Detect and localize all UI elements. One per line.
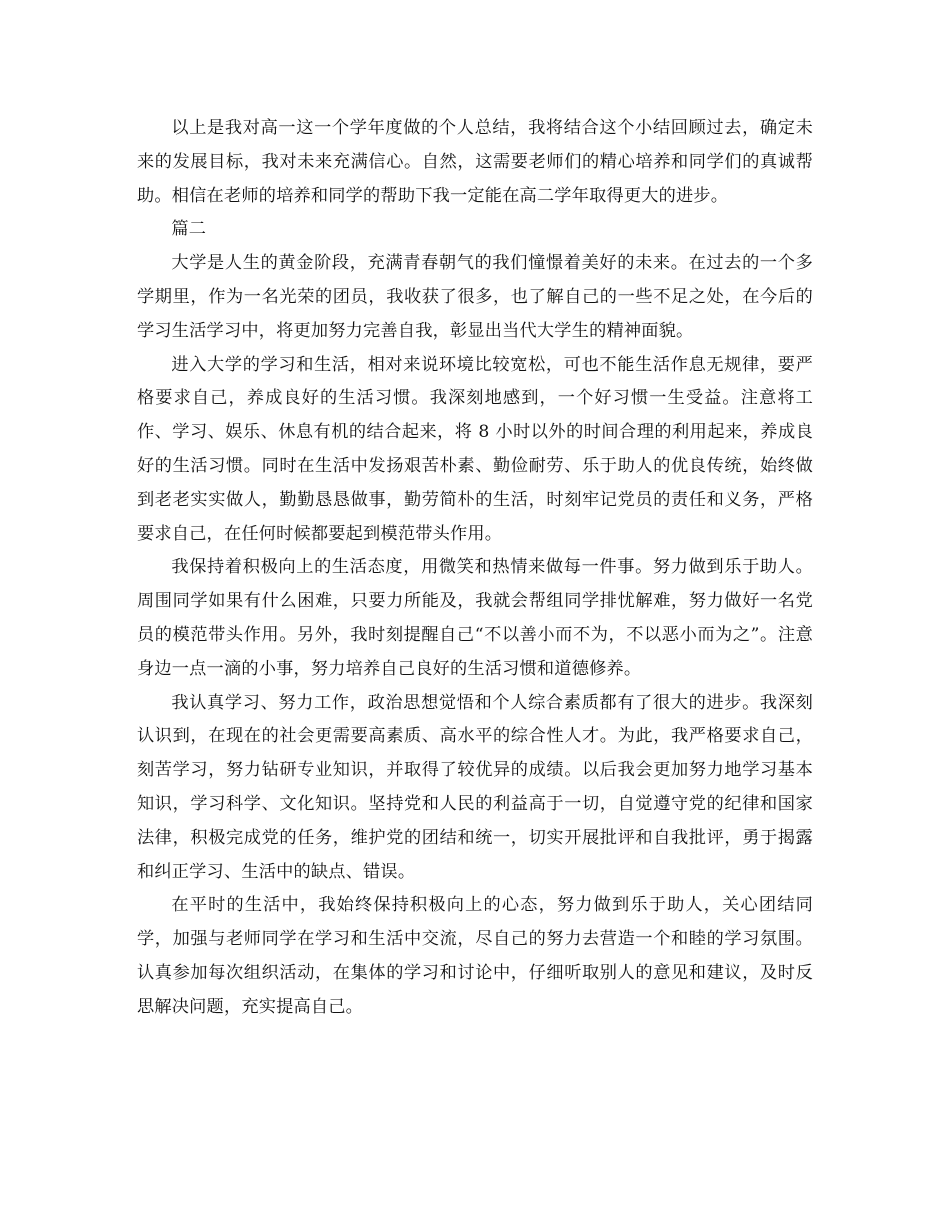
paragraph-summary-closing: 以上是我对高一这一个学年度做的个人总结，我将结合这个小结回顾过去，确定未来的发展目标，我对未来充满信心。自然，这需要老师们的精心培养和同学们的真诚帮助。相信在老师的培养和同学的帮助下我一定能在高二学年取得更大的进步。 — [137, 118, 813, 206]
paragraph-university-intro: 大学是人生的黄金阶段，充满青春朝气的我们憧憬着美好的未来。在过去的一个多学期里，作为一名光荣的团员，我收获了很多，也了解自己的一些不足之处，在今后的学习生活学习中，将更加努力完善自我，彰显出当代大学生的精神面貌。 — [137, 253, 813, 341]
document-page — [137, 112, 813, 1025]
paragraph-living-habits: 进入大学的学习和生活，相对来说环境比较宽松，可也不能生活作息无规律，要严格要求自己，养成良好的生活习惯。我深刻地感到，一个好习惯一生受益。注意将工作、学习、娱乐、休息有机的结合起来，将 8 小时以外的时间合理的利用起来，养成良好的生活习惯。同时在生活中发扬艰苦朴素、勤俭耐劳、乐于助人的优良传统，始终做到老老实实做人，勤勤恳恳做事，勤劳简朴的生活，时刻牢记党员的责任和义务，严格要求自己，在任何时候都要起到模范带头作用。 — [137, 354, 813, 544]
paragraph-daily-life: 在平时的生活中，我始终保持积极向上的心态，努力做到乐于助人，关心团结同学，加强与老师同学在学习和生活中交流，尽自己的努力去营造一个和睦的学习氛围。认真参加每次组织活动，在集体的学习和讨论中，仔细听取别人的意见和建议，及时反思解决问题，充实提高自己。 — [137, 895, 813, 1017]
section-heading-part-two: 篇二 — [171, 219, 207, 240]
paragraph-helping-others: 我保持着积极向上的生活态度，用微笑和热情来做每一件事。努力做到乐于助人。周围同学如果有什么困难，只要力所能及，我就会帮组同学排忧解难，努力做好一名党员的模范带头作用。另外，我时刻提醒自己“不以善小而不为，不以恶小而为之”。注意身边一点一滴的小事，努力培养自己良好的生活习惯和道德修养。 — [137, 557, 813, 679]
paragraph-study-work: 我认真学习、努力工作，政治思想觉悟和个人综合素质都有了很大的进步。我深刻认识到，在现在的社会更需要高素质、高水平的综合性人才。为此，我严格要求自己，刻苦学习，努力钻研专业知识，并取得了较优异的成绩。以后我会更加努力地学习基本知识，学习科学、文化知识。坚持党和人民的利益高于一切，自觉遵守党的纪律和国家法律，积极完成党的任务，维护党的团结和统一，切实开展批评和自我批评，勇于揭露和纠正学习、生活中的缺点、错误。 — [137, 692, 813, 882]
